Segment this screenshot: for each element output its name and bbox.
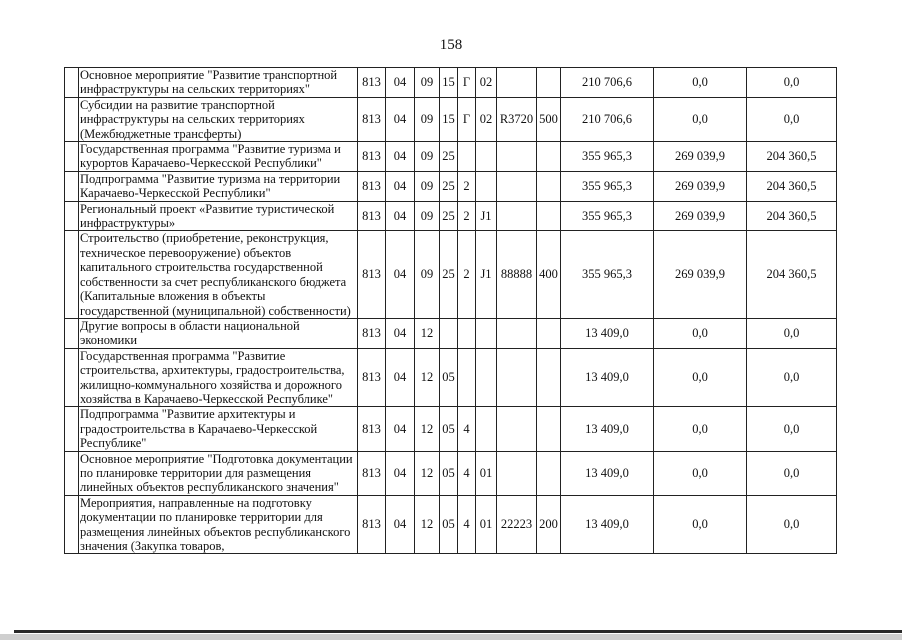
- subprogram-code: Г: [458, 68, 476, 98]
- expense-type-code: [537, 171, 561, 201]
- amount-year-3: 0,0: [747, 495, 837, 554]
- section-code: 04: [386, 451, 415, 495]
- program-code: 15: [440, 68, 458, 98]
- amount-year-2: 0,0: [654, 348, 747, 407]
- item-name: Основное мероприятие "Развитие транспортной инфраструктуры на сельских территориях": [79, 68, 358, 98]
- subprogram-code: [458, 348, 476, 407]
- table-row: [65, 171, 837, 201]
- subsection-code: 09: [415, 171, 440, 201]
- margin-cell: [65, 97, 79, 141]
- expense-type-code: 500: [537, 97, 561, 141]
- direction-code: [497, 318, 537, 348]
- activity-code: [476, 142, 497, 172]
- table-row: [65, 68, 837, 98]
- subsection-code: 09: [415, 201, 440, 231]
- direction-code: 22223: [497, 495, 537, 554]
- amount-year-1: 355 965,3: [561, 142, 654, 172]
- margin-cell: [65, 201, 79, 231]
- ministry-code: 813: [358, 142, 386, 172]
- amount-year-2: 269 039,9: [654, 142, 747, 172]
- table-row: [65, 495, 837, 554]
- ministry-code: 813: [358, 97, 386, 141]
- activity-code: J1: [476, 201, 497, 231]
- table-row: [65, 451, 837, 495]
- item-name: Мероприятия, направленные на подготовку документации по планировке территории для размещения линейных объектов республиканского значения (Закупка товаров,: [79, 495, 358, 554]
- activity-code: [476, 318, 497, 348]
- program-code: 05: [440, 407, 458, 451]
- program-code: 05: [440, 348, 458, 407]
- expense-type-code: 400: [537, 231, 561, 318]
- activity-code: [476, 407, 497, 451]
- amount-year-3: 0,0: [747, 407, 837, 451]
- expense-type-code: [537, 451, 561, 495]
- margin-cell: [65, 171, 79, 201]
- section-code: 04: [386, 97, 415, 141]
- program-code: 25: [440, 201, 458, 231]
- activity-code: 02: [476, 68, 497, 98]
- direction-code: [497, 348, 537, 407]
- expense-type-code: [537, 68, 561, 98]
- margin-cell: [65, 407, 79, 451]
- direction-code: [497, 407, 537, 451]
- ministry-code: 813: [358, 318, 386, 348]
- item-name: Государственная программа "Развитие туризма и курортов Карачаево-Черкесской Республики": [79, 142, 358, 172]
- amount-year-3: 204 360,5: [747, 142, 837, 172]
- ministry-code: 813: [358, 68, 386, 98]
- direction-code: 88888: [497, 231, 537, 318]
- subprogram-code: 2: [458, 201, 476, 231]
- program-code: 05: [440, 495, 458, 554]
- bottom-rule: [14, 630, 902, 633]
- amount-year-1: 13 409,0: [561, 495, 654, 554]
- expense-type-code: 200: [537, 495, 561, 554]
- activity-code: [476, 348, 497, 407]
- margin-cell: [65, 495, 79, 554]
- amount-year-1: 13 409,0: [561, 407, 654, 451]
- activity-code: 01: [476, 451, 497, 495]
- amount-year-2: 0,0: [654, 97, 747, 141]
- item-name: Субсидии на развитие транспортной инфраструктуры на сельских территориях (Межбюджетные трансферты): [79, 97, 358, 141]
- expense-type-code: [537, 142, 561, 172]
- ministry-code: 813: [358, 451, 386, 495]
- subprogram-code: 2: [458, 171, 476, 201]
- table-body: [65, 68, 837, 554]
- section-code: 04: [386, 171, 415, 201]
- subsection-code: 12: [415, 348, 440, 407]
- amount-year-3: 0,0: [747, 451, 837, 495]
- program-code: [440, 318, 458, 348]
- subsection-code: 12: [415, 451, 440, 495]
- amount-year-2: 0,0: [654, 495, 747, 554]
- item-name: Региональный проект «Развитие туристической инфраструктуры»: [79, 201, 358, 231]
- subsection-code: 09: [415, 142, 440, 172]
- amount-year-1: 355 965,3: [561, 231, 654, 318]
- section-code: 04: [386, 142, 415, 172]
- expense-type-code: [537, 348, 561, 407]
- subprogram-code: Г: [458, 97, 476, 141]
- expense-type-code: [537, 201, 561, 231]
- item-name: Подпрограмма "Развитие архитектуры и градостроительства в Карачаево-Черкесской Республике": [79, 407, 358, 451]
- table-row: [65, 318, 837, 348]
- subsection-code: 09: [415, 68, 440, 98]
- program-code: 25: [440, 142, 458, 172]
- margin-cell: [65, 451, 79, 495]
- subprogram-code: [458, 318, 476, 348]
- item-name: Другие вопросы в области национальной экономики: [79, 318, 358, 348]
- direction-code: [497, 451, 537, 495]
- table-row: [65, 97, 837, 141]
- expense-type-code: [537, 407, 561, 451]
- program-code: 25: [440, 171, 458, 201]
- margin-cell: [65, 318, 79, 348]
- program-code: 15: [440, 97, 458, 141]
- margin-cell: [65, 142, 79, 172]
- direction-code: [497, 201, 537, 231]
- amount-year-3: 0,0: [747, 97, 837, 141]
- margin-cell: [65, 348, 79, 407]
- ministry-code: 813: [358, 231, 386, 318]
- direction-code: [497, 171, 537, 201]
- amount-year-1: 13 409,0: [561, 318, 654, 348]
- program-code: 25: [440, 231, 458, 318]
- budget-table: [64, 67, 837, 554]
- subprogram-code: 4: [458, 407, 476, 451]
- ministry-code: 813: [358, 348, 386, 407]
- amount-year-1: 210 706,6: [561, 97, 654, 141]
- section-code: 04: [386, 231, 415, 318]
- section-code: 04: [386, 407, 415, 451]
- activity-code: [476, 171, 497, 201]
- margin-cell: [65, 231, 79, 318]
- table-row: [65, 201, 837, 231]
- amount-year-2: 0,0: [654, 451, 747, 495]
- table-row: [65, 348, 837, 407]
- amount-year-3: 0,0: [747, 348, 837, 407]
- subsection-code: 09: [415, 231, 440, 318]
- amount-year-1: 210 706,6: [561, 68, 654, 98]
- amount-year-3: 0,0: [747, 318, 837, 348]
- direction-code: [497, 142, 537, 172]
- amount-year-2: 269 039,9: [654, 171, 747, 201]
- page-number: 158: [439, 37, 463, 53]
- amount-year-1: 13 409,0: [561, 451, 654, 495]
- amount-year-3: 204 360,5: [747, 231, 837, 318]
- item-name: Подпрограмма "Развитие туризма на территории Карачаево-Черкесской Республики": [79, 171, 358, 201]
- section-code: 04: [386, 201, 415, 231]
- section-code: 04: [386, 68, 415, 98]
- ministry-code: 813: [358, 495, 386, 554]
- item-name: Строительство (приобретение, реконструкция, техническое перевооружение) объектов капитального строительства государственной собственности за счет республиканского бюджета (Капитальные вложения в объекты государственной (муниципальной) собственности): [79, 231, 358, 318]
- ministry-code: 813: [358, 407, 386, 451]
- ministry-code: 813: [358, 201, 386, 231]
- amount-year-2: 0,0: [654, 318, 747, 348]
- ministry-code: 813: [358, 171, 386, 201]
- subsection-code: 09: [415, 97, 440, 141]
- activity-code: 01: [476, 495, 497, 554]
- direction-code: R3720: [497, 97, 537, 141]
- item-name: Основное мероприятие "Подготовка документации по планировке территории для размещения линейных объектов республиканского значения": [79, 451, 358, 495]
- section-code: 04: [386, 495, 415, 554]
- expense-type-code: [537, 318, 561, 348]
- amount-year-1: 13 409,0: [561, 348, 654, 407]
- subsection-code: 12: [415, 495, 440, 554]
- margin-cell: [65, 68, 79, 98]
- subsection-code: 12: [415, 407, 440, 451]
- amount-year-2: 0,0: [654, 407, 747, 451]
- amount-year-1: 355 965,3: [561, 171, 654, 201]
- direction-code: [497, 68, 537, 98]
- section-code: 04: [386, 318, 415, 348]
- table-row: [65, 231, 837, 318]
- amount-year-3: 0,0: [747, 68, 837, 98]
- amount-year-3: 204 360,5: [747, 171, 837, 201]
- table-row: [65, 142, 837, 172]
- amount-year-3: 204 360,5: [747, 201, 837, 231]
- activity-code: 02: [476, 97, 497, 141]
- scan-edge-shade: [0, 634, 902, 640]
- amount-year-2: 0,0: [654, 68, 747, 98]
- program-code: 05: [440, 451, 458, 495]
- subprogram-code: [458, 142, 476, 172]
- subprogram-code: 2: [458, 231, 476, 318]
- section-code: 04: [386, 348, 415, 407]
- amount-year-2: 269 039,9: [654, 201, 747, 231]
- item-name: Государственная программа "Развитие строительства, архитектуры, градостроительства, жилищно-коммунального хозяйства и дорожного хозяйства в Карачаево-Черкесской Республике": [79, 348, 358, 407]
- subprogram-code: 4: [458, 495, 476, 554]
- subsection-code: 12: [415, 318, 440, 348]
- table-row: [65, 407, 837, 451]
- subprogram-code: 4: [458, 451, 476, 495]
- activity-code: J1: [476, 231, 497, 318]
- amount-year-2: 269 039,9: [654, 231, 747, 318]
- amount-year-1: 355 965,3: [561, 201, 654, 231]
